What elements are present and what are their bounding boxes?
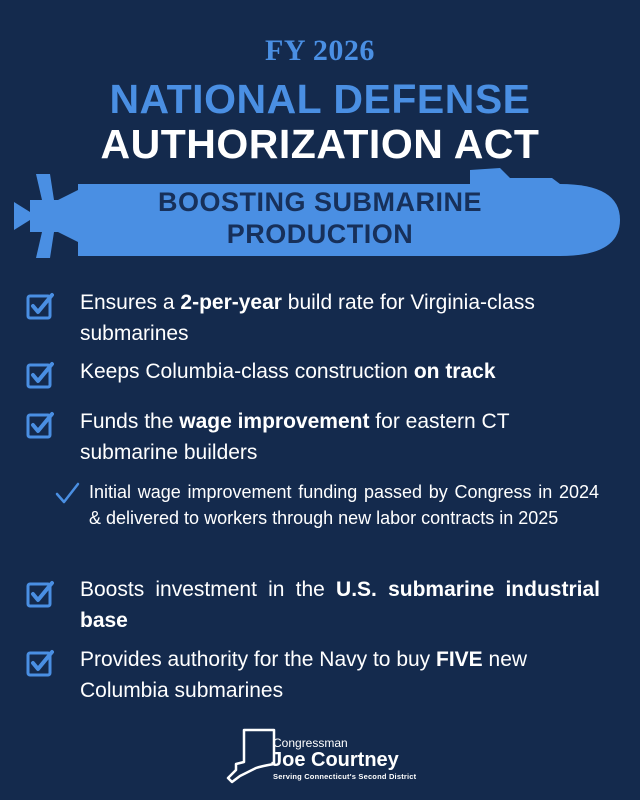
list-item-five-columbia: Provides authority for the Navy to buy FIVE new Columbia submarines [80,648,528,702]
wage-funding-note: Initial wage improvement funding passed by Congress in 2024 & delivered to workers through new labor contracts in 2025 [89,482,599,528]
list-item-build-rate: Ensures a 2-per-year build rate for Virginia-class submarines [80,291,535,345]
checkmark-icon [54,481,80,507]
title-line-1: NATIONAL DEFENSE [109,76,531,122]
logo-title: Congressman [273,736,348,750]
logo-name: Joe Courtney [271,749,399,771]
checkbox-checked-icon [26,361,54,389]
checkbox-checked-icon [26,649,54,677]
banner-line-1: BOOSTING SUBMARINE [157,187,482,217]
title-line-2: AUTHORIZATION ACT [100,121,540,167]
list-item-industrial-base: Boosts investment in the U.S. submarine industrial base [80,578,600,632]
checkbox-checked-icon [26,292,54,320]
fy-label: FY 2026 [265,34,375,67]
checkbox-checked-icon [26,580,54,608]
list-item-columbia-on-track: Keeps Columbia-class construction on track [80,360,496,383]
banner-line-2: PRODUCTION [226,219,414,249]
logo-tagline: Serving Connecticut's Second District [273,772,417,781]
list-item-wage-improvement: Funds the wage improvement for eastern CT submarine builders [80,410,510,464]
checkbox-checked-icon [26,411,54,439]
banner-text [120,186,520,250]
